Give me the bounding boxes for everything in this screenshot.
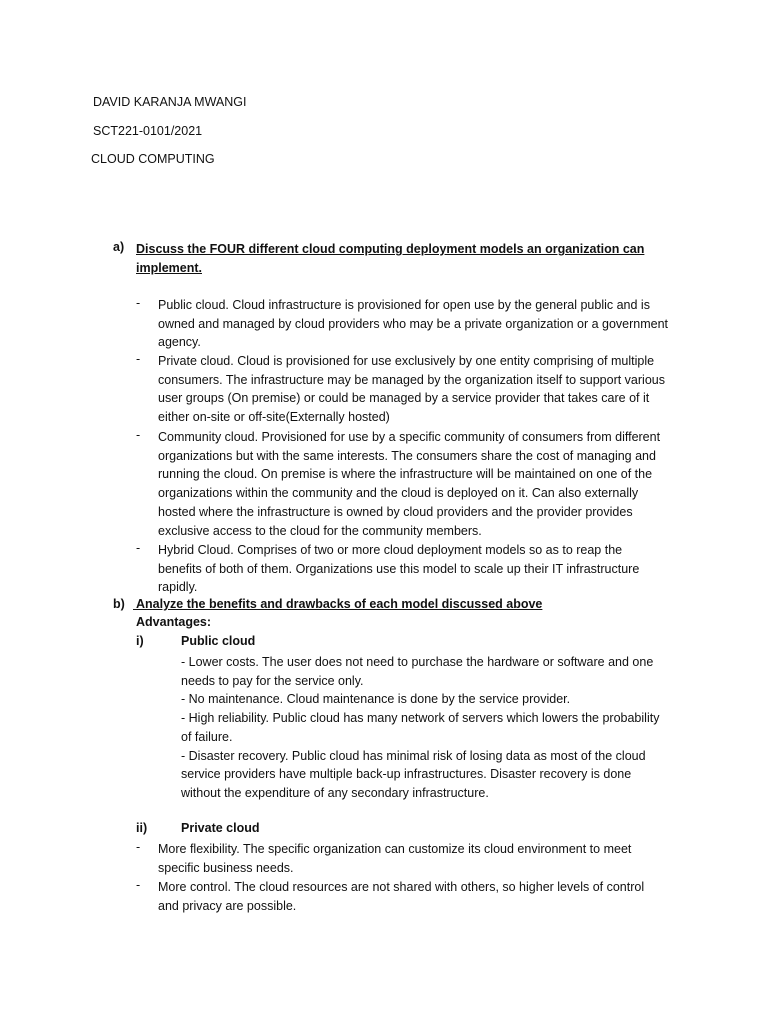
subsection-public-title: Public cloud xyxy=(181,634,256,648)
list-item-private-cloud: Private cloud. Cloud is provisioned for use exclusively by one entity comprising of multiple consumers. The infrastructure may be managed by the organization itself to support various user groups (On premise) or could be managed by a service provider that takes care of it either on-site or off-site(Externally hosted) xyxy=(158,354,665,425)
subsection-ii-marker: ii) xyxy=(136,821,148,835)
section-b-marker: b) xyxy=(113,597,125,611)
author-name: DAVID KARANJA MWANGI xyxy=(93,95,247,109)
subsection-i-marker: i) xyxy=(136,634,144,648)
list-bullet: - xyxy=(136,352,141,366)
list-item-community-cloud: Community cloud. Provisioned for use by a specific community of consumers from different organizations but with the same interests. The consumers share the cost of managing and running the cloud. On premise is where the infrastructure will be maintained on one of the organizations within the community and the cloud is deployed on it. Can also externally hosted where the infrastructure is owned by cloud providers and the provider provides exclusive access to the cloud for the community members. xyxy=(158,430,661,538)
course-title: CLOUD COMPUTING xyxy=(91,152,215,166)
registration-number: SCT221-0101/2021 xyxy=(93,124,203,138)
list-item-public-cloud: Public cloud. Cloud infrastructure is provisioned for open use by the general public and is owned and managed by cloud providers who may be a private organization or a government agency. xyxy=(158,298,669,350)
list-bullet: - xyxy=(136,541,141,555)
section-a-question: Discuss the FOUR different cloud computing deployment models an organization can implement. xyxy=(136,242,645,275)
private-advantage-control: More control. The cloud resources are not shared with others, so higher levels of control and privacy are possible. xyxy=(158,880,645,913)
subsection-private-title: Private cloud xyxy=(181,821,260,835)
list-bullet: - xyxy=(136,878,141,892)
section-b-question: Analyze the benefits and drawbacks of each model discussed above xyxy=(133,597,543,611)
list-bullet: - xyxy=(136,428,141,442)
list-bullet: - xyxy=(136,840,141,854)
section-a-marker: a) xyxy=(113,240,125,254)
public-cloud-advantages: - Lower costs. The user does not need to purchase the hardware or software and one needs to pay for the service only. - No maintenance. Cloud maintenance is done by the service provider. - High reliability. Public cloud has many network of servers which lowers the probability of failure. - Disaster recovery. Public cloud has minimal risk of losing data as most of the cloud service providers have multiple back-up infrastructures. Disaster recovery is done without the expenditure of any secondary infrastructure. xyxy=(181,655,660,800)
advantages-heading: Advantages: xyxy=(136,615,212,629)
list-bullet: - xyxy=(136,296,141,310)
list-item-hybrid-cloud: Hybrid Cloud. Comprises of two or more cloud deployment models so as to reap the benefits of both of them. Organizations use this model to scale up their IT infrastructure rapidly. xyxy=(158,543,640,595)
private-advantage-flexibility: More flexibility. The specific organization can customize its cloud environment to meet specific business needs. xyxy=(158,842,632,875)
